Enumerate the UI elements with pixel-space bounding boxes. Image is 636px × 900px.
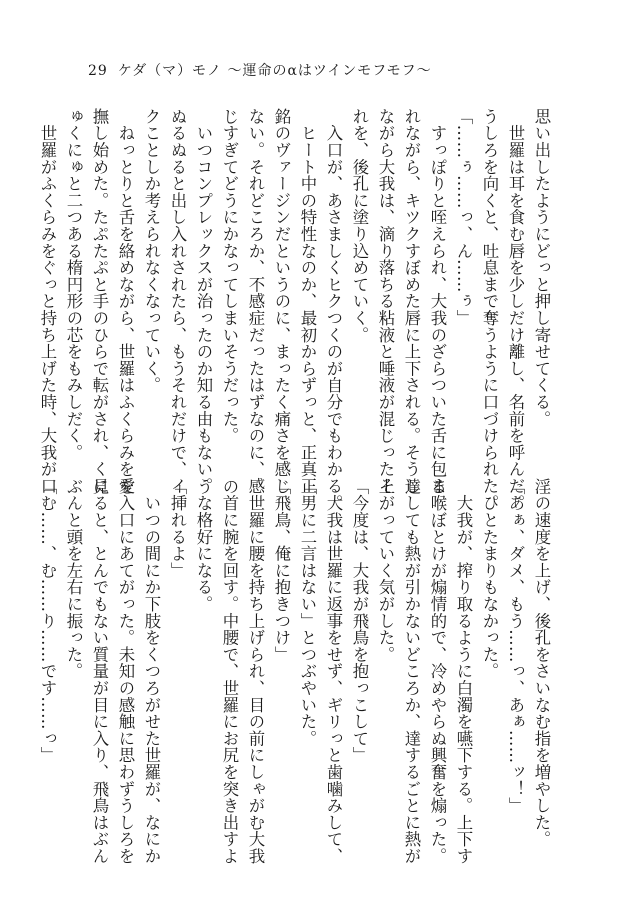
- text-line: うな格好になる。: [194, 478, 213, 613]
- text-line: を入口にあてがった。未知の感触に思わずうしろを: [116, 478, 135, 865]
- text-line: 世羅がふくらみをぐっと持ち上げた時、大我が口: [38, 108, 57, 495]
- text-line: クことしか考えられなくなっていく。: [142, 108, 161, 394]
- text-line: 「今度は、大我が飛鳥を抱っこして」: [350, 478, 369, 764]
- upper-text-block: [38, 108, 554, 512]
- text-line: 大我は世羅に返事をせず、ギリっと歯噛みして、: [324, 478, 343, 865]
- book-title: ケダ（マ）モノ 〜運命のαはツインモフモフ〜: [117, 63, 432, 79]
- text-line: じすぎてどうにかなってしまいそうだった。: [220, 108, 239, 444]
- text-line: ながら大我は、滴り落ちる粘液と唾液が混じったそ: [376, 108, 395, 495]
- text-line: 世羅に腰を持ち上げられ、目の前にしゃがむ大我: [246, 478, 265, 865]
- text-line: 「挿れるよ」: [168, 478, 187, 579]
- running-header: [88, 60, 432, 80]
- text-line: ひとたまりもなかった。: [480, 478, 499, 680]
- text-line: 「男に二言はない」とつぶやいた。: [298, 478, 317, 747]
- text-line: すっぽりと咥えられ、大我のざらついた舌に包ま: [428, 108, 447, 495]
- text-line: 「……ぅ……っ、ん……ぅ」: [454, 108, 473, 327]
- page-number: 29: [88, 63, 108, 79]
- text-line: 「む……、む……り……です……っ」: [38, 478, 57, 764]
- text-line: いつの間にか下肢をくつろがせた世羅が、なにか: [142, 478, 161, 865]
- text-line: 上がっていく気がした。: [376, 478, 395, 663]
- text-line: ない。それどころか、不感症だったはずなのに、感: [246, 108, 265, 495]
- text-line: 入口が、あさましくヒクつくのが自分でもわかる。: [324, 108, 343, 512]
- text-line: 達しても熱が引かないどころか、達するごとに熱が: [402, 478, 421, 865]
- text-line: うしろを向くと、吐息まで奪うように口づけられた。: [480, 108, 499, 512]
- text-line: 世羅は耳を食む唇を少しだけ離し、名前を呼んだ。: [506, 108, 525, 512]
- text-line: る喉ぼとけが煽情的で、冷めやらぬ興奮を煽った。: [428, 478, 447, 865]
- text-line: ねっとりと舌を絡めながら、世羅はふくらみを愛: [116, 108, 135, 495]
- text-line: 撫し始めた。たぷたぷと手のひらで転がされ、くに: [90, 108, 109, 495]
- text-line: 淫の速度を上げ、後孔をさいなむ指を増やした。: [532, 478, 551, 848]
- text-line: 「あぁ、ダメ、もう……っ、あぁ……ッ！」: [506, 478, 525, 814]
- text-line: 銘のヴァージンだというのに、まったく痛さを感じ: [272, 108, 291, 495]
- text-line: 大我が、搾り取るように白濁を嚥下する。上下す: [454, 478, 473, 865]
- text-line: 見ると、とんでもない質量が目に入り、飛鳥はぶん: [90, 478, 109, 865]
- text-line: れを、後孔に塗り込めていく。: [350, 108, 369, 344]
- text-line: ゅくにゅと二つある楕円形の芯をもみしだく。: [64, 108, 83, 461]
- lower-text-block: [38, 478, 554, 865]
- text-line: ぬるぬると出し入れされたら、もうそれだけで、イ: [168, 108, 187, 495]
- text-line: れながら、キツクすぼめた唇に上下される。そうし: [402, 108, 421, 495]
- text-line: いつコンプレックスが治ったのか知る由もない。: [194, 108, 213, 495]
- text-line: ヒート中の特性なのか、最初からずっと、正真正: [298, 108, 317, 495]
- text-line: ぶんと頭を左右に振った。: [64, 478, 83, 680]
- text-line: の首に腕を回す。中腰で、世羅にお尻を突き出すよ: [220, 478, 239, 865]
- text-line: 「飛鳥、俺に抱きつけ」: [272, 478, 291, 663]
- text-line: 思い出したようにどっと押し寄せてくる。: [532, 108, 551, 428]
